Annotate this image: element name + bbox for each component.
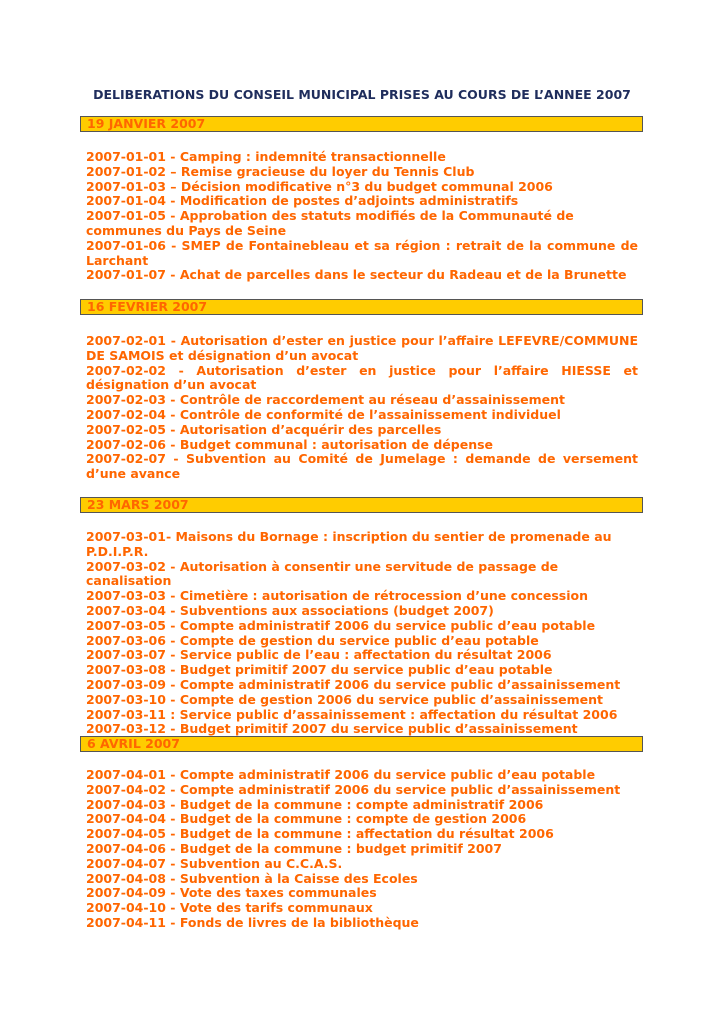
section-header-avril: 6 AVRIL 2007: [80, 736, 643, 752]
list-item: 2007-02-01 - Autorisation d’ester en justice pour l’affaire LEFEVRE/COMMUNE DE SAMOIS et désignation d’un avocat: [86, 333, 638, 363]
list-item: 2007-04-01 - Compte administratif 2006 du service public d’eau potable: [86, 767, 596, 782]
section-header-janvier: 19 JANVIER 2007: [80, 116, 643, 132]
list-item: 2007-02-02 - Autorisation d’ester en justice pour l’affaire HIESSE et désignation d’un avocat: [86, 362, 638, 393]
document-title: DELIBERATIONS DU CONSEIL MUNICIPAL PRISES AU COURS DE L’ANNEE 2007: [93, 87, 631, 102]
section-header-mars: 23 MARS 2007: [80, 497, 643, 513]
list-item: 2007-03-08 - Budget primitif 2007 du service public d’eau potable: [86, 662, 553, 678]
list-item: 2007-04-02 - Compte administratif 2006 du service public d’assainissement: [86, 781, 621, 797]
list-item: 2007-03-12 - Budget primitif 2007 du service public d’assainissement: [86, 721, 578, 737]
list-item: 2007-03-04 - Subventions aux associations (budget 2007): [86, 602, 494, 618]
list-item: 2007-04-05 - Budget de la commune : affectation du résultat 2006: [86, 826, 554, 842]
list-item: 2007-02-04 - Contrôle de conformité de l’assainissement individuel: [86, 406, 561, 422]
list-item: 2007-03-03 - Cimetière : autorisation de rétrocession d’une concession: [86, 588, 589, 604]
list-item: 2007-01-06 - SMEP de Fontainebleau et sa région : retrait de la commune de Larchant: [86, 237, 638, 268]
list-item: 2007-01-02 – Remise gracieuse du loyer du Tennis Club: [86, 163, 475, 179]
list-item: 2007-02-06 - Budget communal : autorisation de dépense: [86, 436, 494, 452]
list-item: 2007-03-01- Maisons du Bornage : inscription du sentier de promenade au P.D.I.P.R.: [86, 529, 612, 559]
list-item: 2007-03-07 - Service public de l’eau : affectation du résultat 2006: [86, 647, 552, 663]
list-item: 2007-04-04 - Budget de la commune : compte de gestion 2006: [86, 811, 527, 827]
section-list-janvier: [86, 150, 638, 283]
section-list-fevrier: [86, 334, 638, 482]
list-item: 2007-04-08 - Subvention à la Caisse des Ecoles: [86, 870, 418, 886]
list-item: 2007-03-11 : Service public d’assainissement : affectation du résultat 2006: [86, 706, 618, 722]
list-item: 2007-03-10 - Compte de gestion 2006 du service public d’assainissement: [86, 691, 603, 707]
list-item: 2007-03-06 - Compte de gestion du service public d’eau potable: [86, 632, 539, 648]
list-item: 2007-04-03 - Budget de la commune : compte administratif 2006: [86, 796, 544, 812]
list-item: 2007-04-07 - Subvention au C.C.A.S.: [86, 855, 343, 871]
list-item: 2007-02-03 - Contrôle de raccordement au réseau d’assainissement: [86, 392, 566, 408]
section-list-avril: [86, 768, 638, 931]
list-item: 2007-02-05 - Autorisation d’acquérir des parcelles: [86, 421, 442, 437]
list-item: 2007-03-02 - Autorisation à consentir une servitude de passage de canalisation: [86, 558, 559, 589]
list-item: 2007-01-01 - Camping : indemnité transactionnelle: [86, 149, 446, 164]
list-item: 2007-04-10 - Vote des tarifs communaux: [86, 900, 373, 916]
list-item: 2007-01-04 - Modification de postes d’adjoints administratifs: [86, 193, 519, 209]
list-item: 2007-04-11 - Fonds de livres de la bibliothèque: [86, 914, 419, 930]
section-list-mars: [86, 530, 638, 737]
list-item: 2007-04-09 - Vote des taxes communales: [86, 885, 377, 901]
list-item: 2007-01-05 - Approbation des statuts modifiés de la Communauté de communes du Pays de Seine: [86, 208, 574, 238]
list-item: 2007-04-06 - Budget de la commune : budget primitif 2007: [86, 840, 502, 856]
list-item: 2007-01-03 – Décision modificative n°3 du budget communal 2006: [86, 178, 553, 194]
list-item: 2007-01-07 - Achat de parcelles dans le secteur du Radeau et de la Brunette: [86, 267, 627, 283]
list-item: 2007-02-07 - Subvention au Comité de Jumelage : demande de versement d’une avance: [86, 451, 638, 482]
list-item: 2007-03-05 - Compte administratif 2006 du service public d’eau potable: [86, 617, 596, 633]
section-header-fevrier: 16 FEVRIER 2007: [80, 299, 643, 315]
list-item: 2007-03-09 - Compte administratif 2006 du service public d’assainissement: [86, 676, 621, 692]
